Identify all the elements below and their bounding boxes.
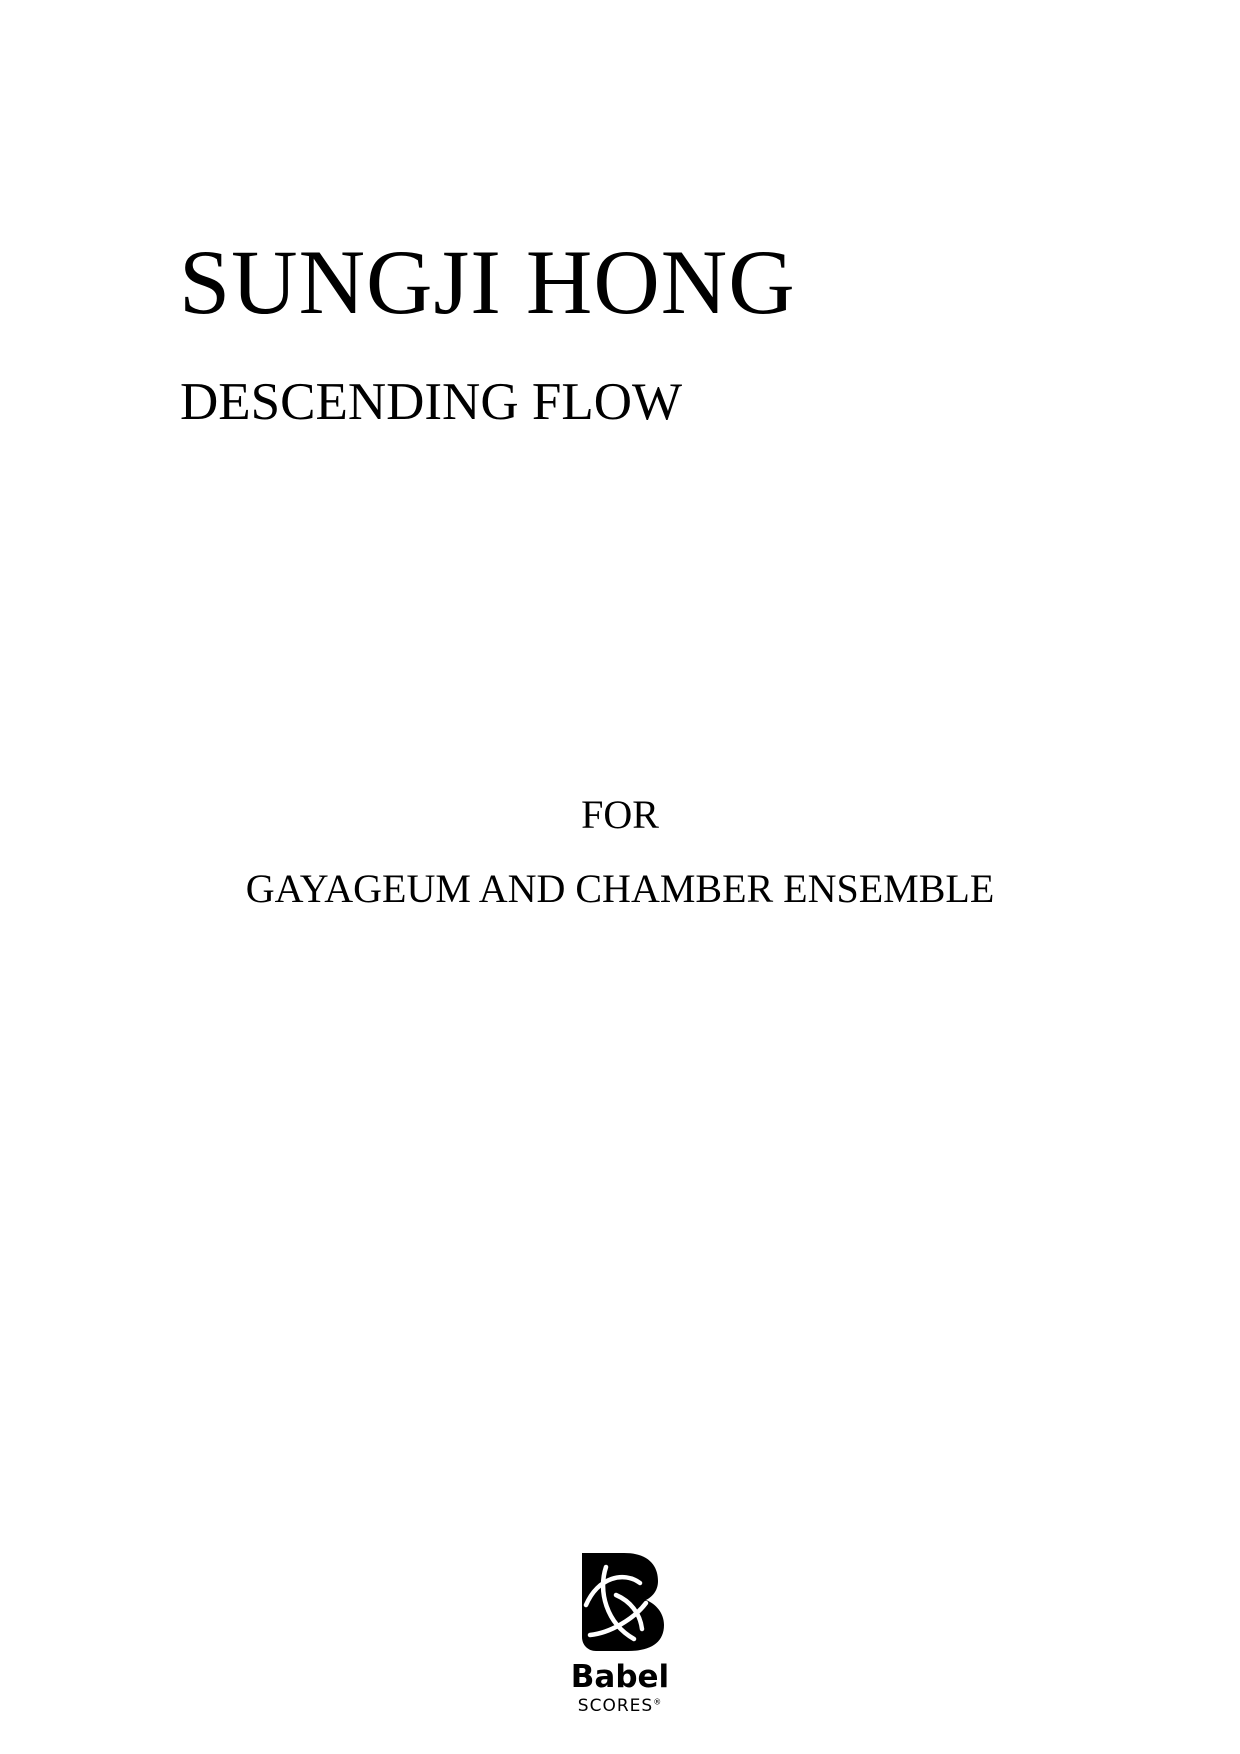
- publisher-logo: [560, 1547, 680, 1737]
- instrumentation: GAYAGEUM AND CHAMBER ENSEMBLE: [245, 866, 995, 911]
- for-label: FOR: [581, 792, 659, 837]
- work-title: DESCENDING FLOW: [180, 373, 682, 431]
- publisher-name: Babel: [570, 1659, 670, 1695]
- publisher-subtitle: [560, 1698, 680, 1715]
- publisher-sub-label: SCORES: [577, 1696, 654, 1716]
- babel-scores-b-logo-icon: [576, 1547, 668, 1653]
- composer-name: SUNGJI HONG: [179, 231, 796, 333]
- registered-mark: ®: [653, 1697, 663, 1707]
